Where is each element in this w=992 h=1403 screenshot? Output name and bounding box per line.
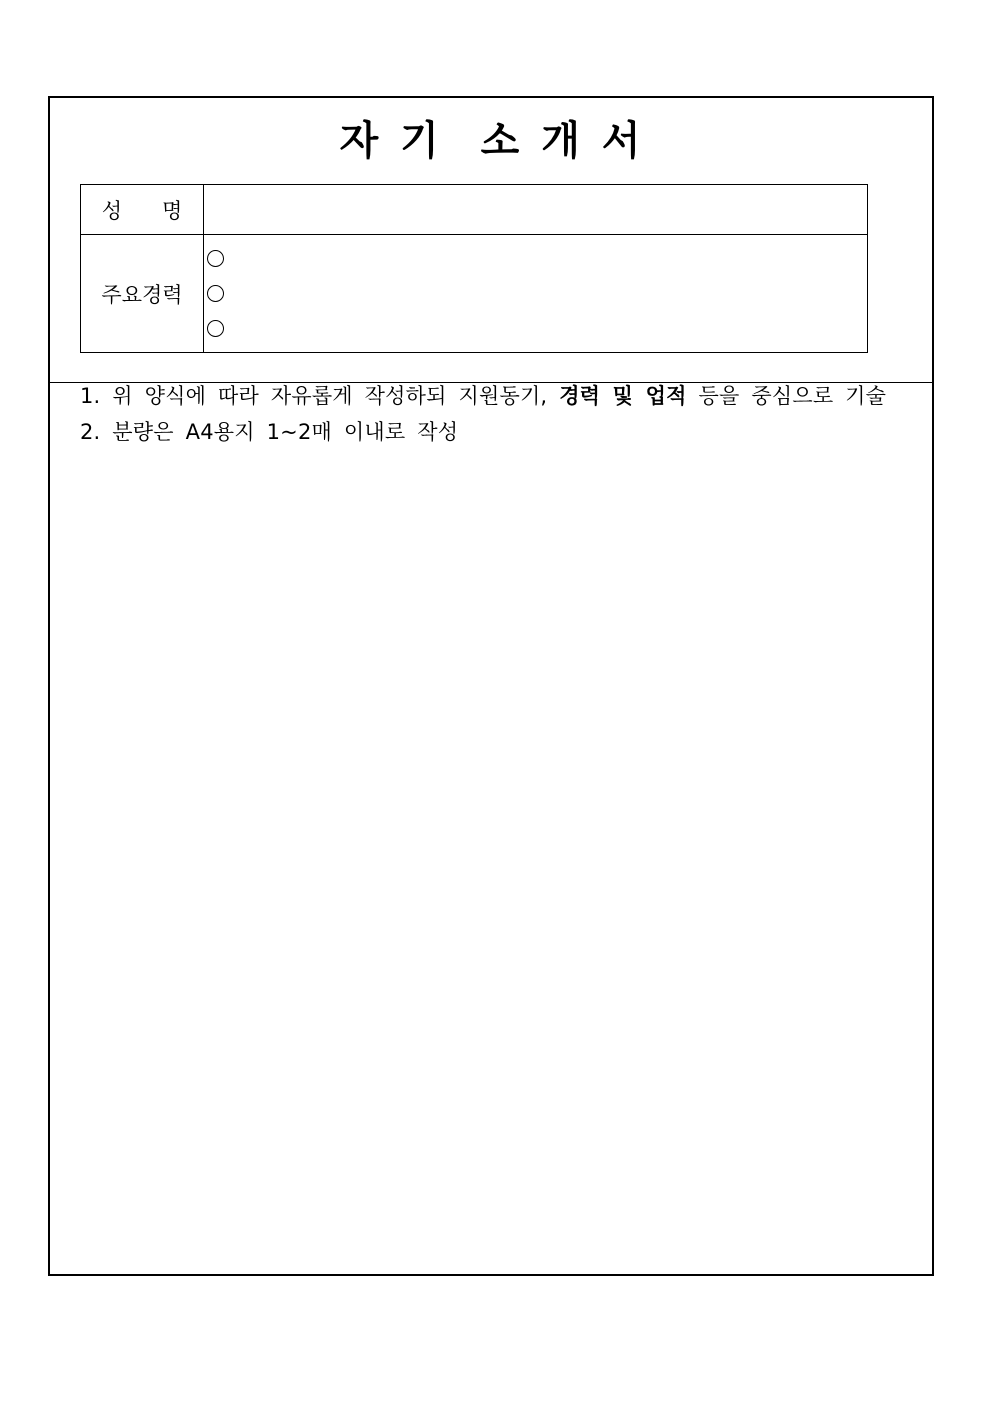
career-item bbox=[207, 276, 867, 311]
career-row bbox=[81, 235, 868, 353]
circle-bullet-icon bbox=[207, 285, 224, 302]
document-frame bbox=[48, 96, 934, 1276]
instruction-1-suffix: 등을 중심으로 기술 bbox=[686, 384, 887, 408]
circle-bullet-icon bbox=[207, 250, 224, 267]
career-item bbox=[207, 241, 867, 276]
career-label: 주요경력 bbox=[81, 235, 204, 353]
instructions bbox=[80, 378, 920, 450]
circle-bullet-icon bbox=[207, 320, 224, 337]
career-field[interactable] bbox=[204, 235, 868, 353]
name-row bbox=[81, 185, 868, 235]
name-field[interactable] bbox=[204, 185, 868, 235]
career-item bbox=[207, 311, 867, 346]
document-title: 자 기 소 개 서 bbox=[339, 118, 643, 164]
instruction-line-2: 2. 분량은 A4용지 1~2매 이내로 작성 bbox=[80, 420, 459, 444]
instruction-1-emphasis: 경력 및 업적 bbox=[559, 384, 687, 408]
instruction-1-prefix: 1. 위 양식에 따라 자유롭게 작성하되 지원동기, bbox=[80, 384, 560, 408]
name-label: 성 명 bbox=[81, 185, 204, 235]
instruction-line-1 bbox=[80, 378, 920, 414]
info-table bbox=[80, 184, 868, 353]
